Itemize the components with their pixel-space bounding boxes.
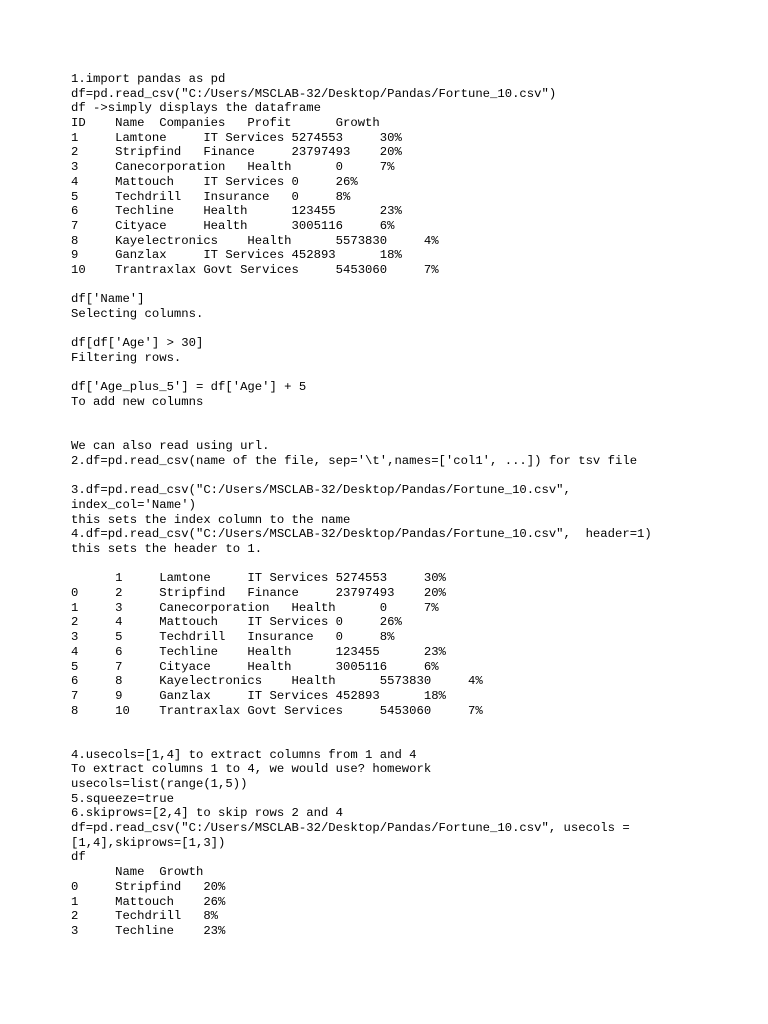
- blank-line: [71, 410, 751, 425]
- code-line: 3.df=pd.read_csv("C:/Users/MSCLAB-32/Desktop/Pandas/Fortune_10.csv",: [71, 483, 571, 498]
- blank-line: [71, 322, 751, 337]
- code-line: 4.df=pd.read_csv("C:/Users/MSCLAB-32/Desktop/Pandas/Fortune_10.csv", header=1): [71, 527, 652, 542]
- table-row: 6 8 Kayelectronics Health 5573830 4%: [71, 674, 483, 689]
- table-row: 0 2 Stripfind Finance 23797493 20%: [71, 586, 446, 601]
- code-line: df['Name']: [71, 292, 145, 307]
- text-line: Filtering rows.: [71, 351, 182, 366]
- table-row: 3 5 Techdrill Insurance 0 8%: [71, 630, 395, 645]
- blank-line: [71, 733, 751, 748]
- table-row: 6 Techline Health 123455 23%: [71, 204, 402, 219]
- text-line: To add new columns: [71, 395, 204, 410]
- table-row: 3 Canecorporation Health 0 7%: [71, 160, 395, 175]
- blank-line: [71, 278, 751, 293]
- code-line: [1,4],skiprows=[1,3]): [71, 835, 226, 850]
- text-line: df ->simply displays the dataframe: [71, 101, 321, 116]
- blank-line: [71, 557, 751, 572]
- blank-line: [71, 469, 751, 484]
- table-row: 4 Mattouch IT Services 0 26%: [71, 174, 358, 189]
- blank-line: [71, 425, 751, 440]
- text-line: 1.import pandas as pd: [71, 72, 226, 86]
- table-row: 2 Stripfind Finance 23797493 20%: [71, 145, 402, 160]
- table-row: 5 Techdrill Insurance 0 8%: [71, 189, 351, 204]
- code-line: 2.df=pd.read_csv(name of the file, sep='\t',names=['col1', ...]) for tsv file: [71, 453, 638, 468]
- table-row: 8 Kayelectronics Health 5573830 4%: [71, 233, 439, 248]
- code-line: 5.squeeze=true: [71, 791, 174, 806]
- text-line: To extract columns 1 to 4, we would use? homework: [71, 762, 432, 777]
- code-line: index_col='Name'): [71, 497, 196, 512]
- table-row: 5 7 Cityace Health 3005116 6%: [71, 659, 439, 674]
- text-line: 4.usecols=[1,4] to extract columns from 1 and 4: [71, 747, 417, 762]
- table-row: 3 Techline 23%: [71, 923, 226, 938]
- table-row: 0 Stripfind 20%: [71, 879, 226, 894]
- table-header-row: Name Growth: [71, 865, 204, 880]
- table-row: 7 9 Ganzlax IT Services 452893 18%: [71, 688, 446, 703]
- table-row: 9 Ganzlax IT Services 452893 18%: [71, 248, 402, 263]
- text-line: this sets the header to 1.: [71, 542, 263, 556]
- code-line: df: [71, 850, 86, 865]
- table-row: 2 Techdrill 8%: [71, 909, 219, 924]
- text-line: this sets the index column to the name: [71, 512, 351, 527]
- code-line: df['Age_plus_5'] = df['Age'] + 5: [71, 380, 307, 395]
- text-line: 6.skiprows=[2,4] to skip rows 2 and 4: [71, 806, 343, 821]
- blank-line: [71, 718, 751, 733]
- text-line: We can also read using url.: [71, 439, 270, 454]
- table-row: 1 3 Canecorporation Health 0 7%: [71, 600, 439, 615]
- code-line: usecols=list(range(1,5)): [71, 777, 248, 791]
- table-row: 2 4 Mattouch IT Services 0 26%: [71, 615, 402, 630]
- table-row: 8 10 Trantraxlax Govt Services 5453060 7%: [71, 703, 483, 718]
- blank-line: [71, 366, 751, 381]
- code-line: df[df['Age'] > 30]: [71, 336, 204, 351]
- table-header-row: ID Name Companies Profit Growth: [71, 116, 380, 131]
- document-page: [71, 72, 751, 939]
- table-row: 1 Mattouch 26%: [71, 894, 226, 909]
- table-row: 10 Trantraxlax Govt Services 5453060 7%: [71, 262, 439, 277]
- text-line: Selecting columns.: [71, 307, 204, 321]
- table-row: 1 Lamtone IT Services 5274553 30%: [71, 130, 402, 145]
- code-line: df=pd.read_csv("C:/Users/MSCLAB-32/Desktop/Pandas/Fortune_10.csv"): [71, 86, 557, 101]
- table-row: 7 Cityace Health 3005116 6%: [71, 218, 395, 233]
- code-line: df=pd.read_csv("C:/Users/MSCLAB-32/Desktop/Pandas/Fortune_10.csv", usecols =: [71, 821, 630, 836]
- table-header-row: 1 Lamtone IT Services 5274553 30%: [71, 571, 446, 586]
- table-row: 4 6 Techline Health 123455 23%: [71, 644, 446, 659]
